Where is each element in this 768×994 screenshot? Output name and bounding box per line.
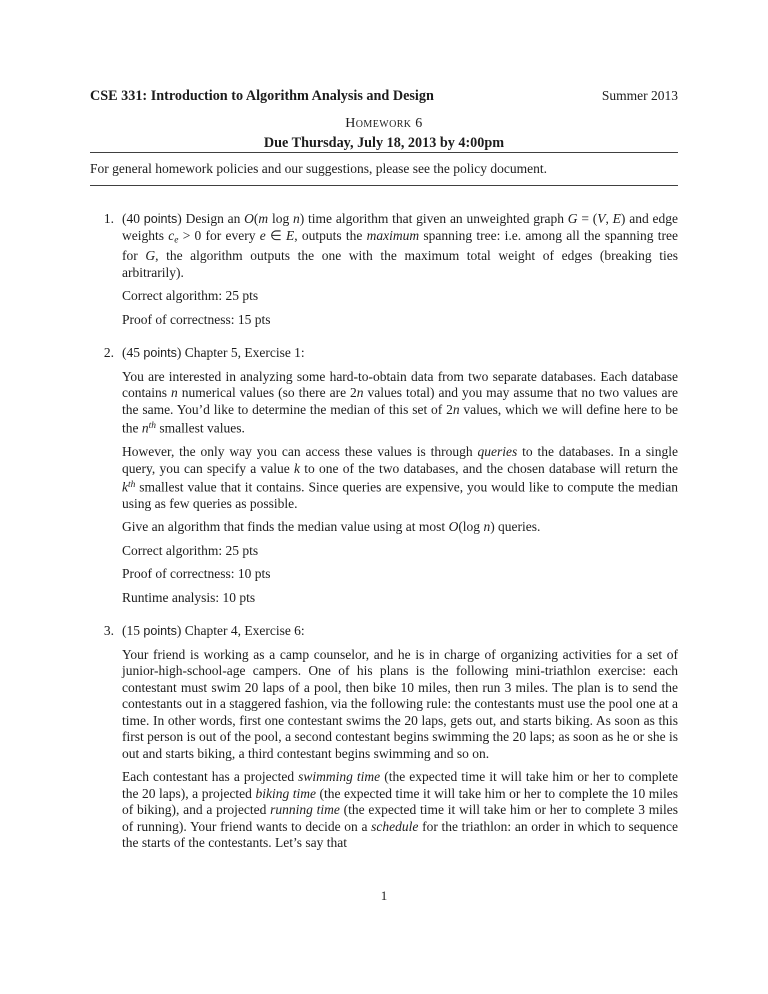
problem-1-grading-correct-algorithm: Correct algorithm: 25 pts (122, 288, 259, 304)
problem-2-task: Give an algorithm that finds the median value using at most O(log n) queries. (122, 519, 541, 535)
problem-list (90, 211, 678, 859)
problem-2-paragraph-databases: You are interested in analyzing some hard-to-obtain data from two separate databases. Each database contains n numerical values (so there are 2n values total) and you may assume that no two values are the same. You’d like to determine the median of this set of 2n values, which we will define here to be the $n^{th}$ smallest values. (122, 368, 679, 436)
homework-title: Homework 6 (345, 115, 423, 131)
term-label: Summer 2013 (601, 88, 678, 103)
problem-1-statement: (40 points) Design an O(m log n) time algorithm that given an unweighted graph G = (V, E) and edge weights ce > 0 for every e ∈ E, outputs the maximum spanning tree: i.e. among all the spanning tree for G, the algorithm outputs the one with the maximum total weight of edges (breaking ties arbitrarily). (122, 211, 678, 280)
problem-3-paragraph-times: Each contestant has a projected swimming time (the expected time it will take him or her to complete the 20 laps), a projected biking time (the expected time it will take him or her to complete the 10 miles of biking), and a projected running time (the expected time it will take him or her to complete 3 miles of running). Your friend wants to decide on a schedule for the triathlon: an order in which to sequence the starts of the contestants. Let’s say that (122, 769, 679, 851)
problem-2-body (122, 345, 678, 613)
problem-1 (90, 211, 678, 335)
divider-rule-bottom (90, 185, 678, 186)
divider-rule-top (90, 152, 678, 153)
problem-2-number: 2. (103, 345, 114, 361)
problem-2-grading-correct-algorithm: Correct algorithm: 25 pts (122, 542, 259, 558)
problem-2-grading-proof: Proof of correctness: 10 pts (122, 566, 271, 582)
due-date-line: Due Thursday, July 18, 2013 by 4:00pm (263, 135, 505, 151)
page-number: 1 (380, 888, 388, 903)
problem-2-heading: (45 points) Chapter 5, Exercise 1: (122, 345, 305, 361)
problem-1-grading-proof: Proof of correctness: 15 pts (122, 311, 271, 327)
problem-2-grading-runtime: Runtime analysis: 10 pts (122, 589, 256, 605)
problem-3 (90, 623, 678, 859)
course-title: CSE 331: Introduction to Algorithm Analysis and Design (90, 88, 434, 104)
problem-3-paragraph-triathlon: Your friend is working as a camp counselor, and he is in charge of organizing activities for a set of junior-high-school-age campers. One of his plans is the following mini-triathlon exercise: each contestant must swim 20 laps of a pool, then bike 10 miles, then run 3 miles. The plan is to send the contestants out in a staggered fashion, via the following rule: the contestants must use the pool one at a time. In other words, first one contestant swims the 20 laps, gets out, and starts biking. As soon as this first person is out of the pool, a second contestant begins swimming the 20 laps; as soon as he or she is out and starts biking, a third contestant begins swimming and so on. (122, 646, 678, 761)
document-header (90, 88, 678, 105)
problem-2-paragraph-queries: However, the only way you can access these values is through queries to the databases. In a single query, you can specify a value k to one of the two databases, and the chosen database will return the $k^{th}$ smallest value that it contains. Since queries are expensive, you would like to compute the median using as few queries as possible. (122, 444, 678, 511)
problem-3-heading: (15 points) Chapter 4, Exercise 6: (122, 623, 305, 639)
problem-1-body (122, 211, 678, 335)
problem-2 (90, 345, 678, 613)
problem-1-number: 1. (103, 211, 114, 226)
problem-3-number: 3. (103, 623, 114, 639)
problem-3-body (122, 623, 678, 859)
policy-note: For general homework policies and our suggestions, please see the policy document. (90, 160, 548, 176)
